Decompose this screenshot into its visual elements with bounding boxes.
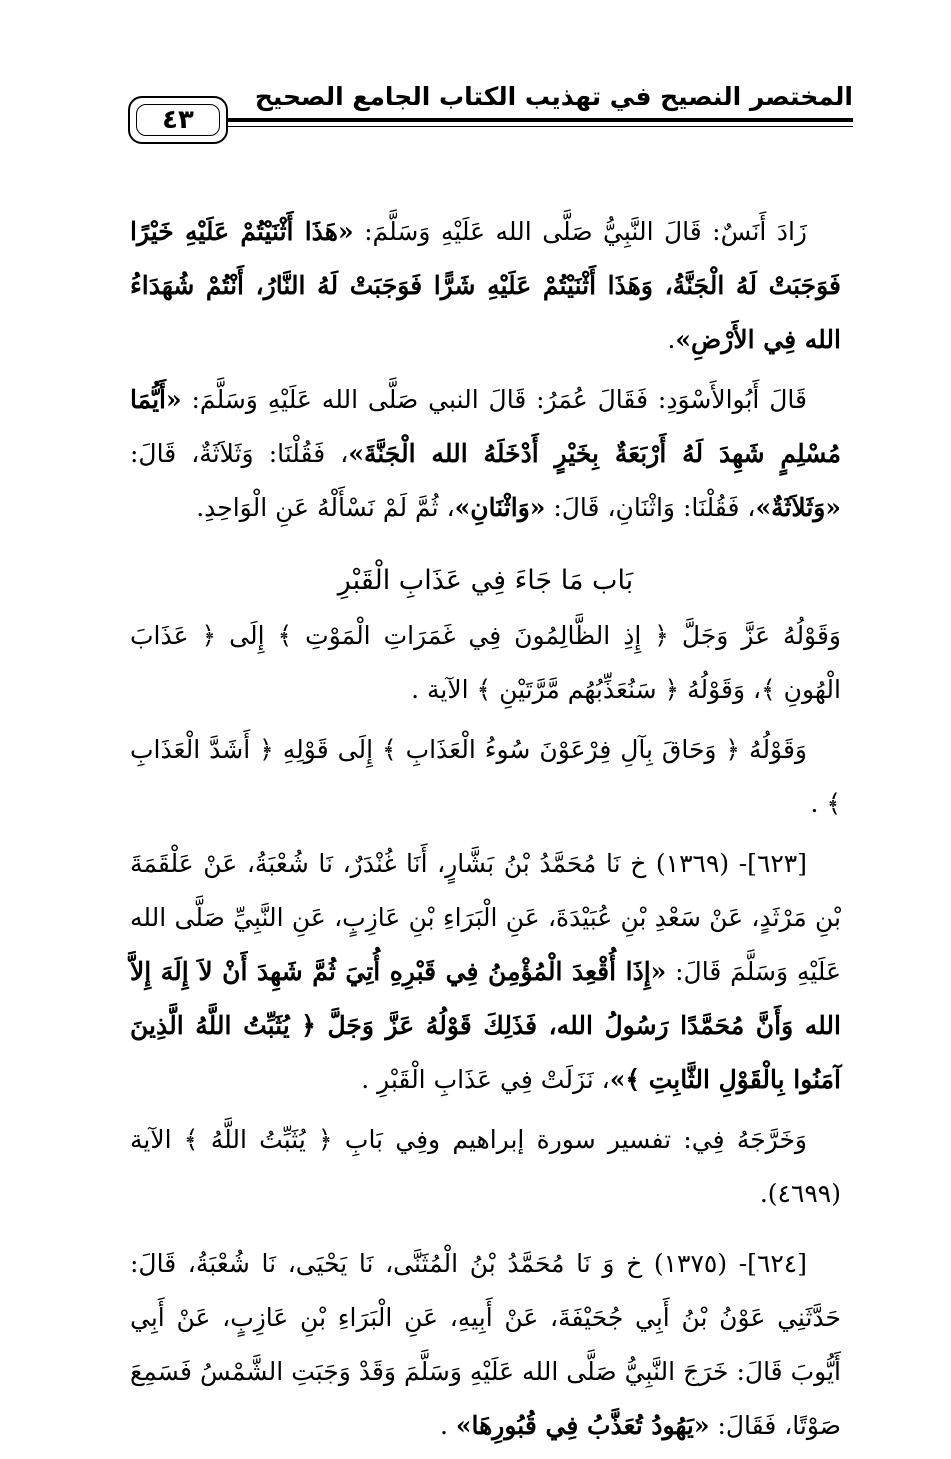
page-number: ٤٣ <box>128 96 228 144</box>
hadith-624: [٦٢٤]- (١٣٧٥) خ وَ نَا مُحَمَّدُ بْنُ الْمُثَنَّى، نَا يَحْيَى، نَا شُعْبَةُ، قَالَ: حَدَّثَنِي عَوْنُ بْنُ أَبِي جُحَيْفَةَ، عَنْ أَبِيهِ، عَنِ الْبَرَاءِ بْنِ عَازِبٍ، عَنْ أَبِي أَيُّوبَ قَالَ: خَرَجَ النَّبِيُّ صَلَّى الله عَلَيْهِ وَسَلَّمَ وَقَدْ وَجَبَتِ الشَّمْسُ فَسَمِعَ صَوْتًا، فَقَالَ: «يَهُودُ تُعَذَّبُ فِي قُبُورِهَا» . <box>130 1249 841 1440</box>
hadith-quote: «أَيُّمَا مُسْلِمٍ شَهِدَ لَهُ أَرْبَعَةٌ بِخَيْرٍ أَدْخَلَهُ الله الْجَنَّةَ» <box>130 385 842 468</box>
running-header-title: المختصر النصيح في تهذيب الكتاب الجامع الصحيح <box>254 82 853 111</box>
page-body <box>130 205 841 1459</box>
paragraph-quran-verses-2: وَقَوْلُهُ ﴿ وَحَاقَ بِآلِ فِرْعَوْنَ سُوءُ الْعَذَابِ ﴾ إِلَى قَوْلِهِ ﴿ أَشَدَّ الْعَذَابِ ﴾ . <box>130 735 841 818</box>
header-rule <box>228 118 853 122</box>
hadith-quote: «إِذَا أُقْعِدَ الْمُؤْمِنُ فِي قَبْرِهِ أُتِيَ ثُمَّ شَهِدَ أَنْ لاَ إِلَهَ إِلاَّ الله وَأَنَّ مُحَمَّدًا رَسُولُ الله، فَذَلِكَ قَوْلُهُ عَزَّ وَجَلَّ ﴿ يُثَبِّتُ اللَّهُ الَّذِينَ آمَنُوا بِالْقَوْلِ الثَّابِتِ ﴾» <box>130 957 841 1094</box>
hadith-623: [٦٢٣]- (١٣٦٩) خ نَا مُحَمَّدُ بْنُ بَشَّارٍ، أَنَا غُنْدَرٌ، نَا شُعْبَةُ، عَنْ عَلْقَمَةَ بْنِ مَرْثَدٍ، عَنْ سَعْدِ بْنِ عُبَيْدَةَ، عَنِ الْبَرَاءِ بْنِ عَازِبٍ، عَنِ النَّبِيِّ صَلَّى الله عَلَيْهِ وَسَلَّمَ قَالَ: «إِذَا أُقْعِدَ الْمُؤْمِنُ فِي قَبْرِهِ أُتِيَ ثُمَّ شَهِدَ أَنْ لاَ إِلَهَ إِلاَّ الله وَأَنَّ مُحَمَّدًا رَسُولُ الله، فَذَلِكَ قَوْلُهُ عَزَّ وَجَلَّ ﴿ يُثَبِّتُ اللَّهُ الَّذِينَ آمَنُوا بِالْقَوْلِ الثَّابِتِ ﴾»، نَزَلَتْ فِي عَذَابِ الْقَبْرِ . <box>130 849 841 1094</box>
paragraph-anas-addition: زَادَ أَنَسٌ: قَالَ النَّبِيُّ صَلَّى الله عَلَيْهِ وَسَلَّمَ: «هَذَا أَثْنَيْتُمْ عَلَيْهِ خَيْرًا فَوَجَبَتْ لَهُ الْجَنَّةُ، وَهَذَا أَثْنَيْتُمْ عَلَيْهِ شَرًّا فَوَجَبَتْ لَهُ النَّارُ، أَنْتُمْ شُهَدَاءُ الله فِي الأَرْضِ». <box>130 217 841 354</box>
hadith-quote: «وَثَلاَثَةٌ» <box>755 493 841 522</box>
header-rule-thin <box>228 126 853 127</box>
hadith-quote: «هَذَا أَثْنَيْتُمْ عَلَيْهِ خَيْرًا فَوَجَبَتْ لَهُ الْجَنَّةُ، وَهَذَا أَثْنَيْتُمْ عَلَيْهِ شَرًّا فَوَجَبَتْ لَهُ النَّارُ، أَنْتُمْ شُهَدَاءُ الله فِي الأَرْضِ» <box>130 217 841 354</box>
hadith-quote: «يَهُودُ تُعَذَّبُ فِي قُبُورِهَا» <box>455 1411 710 1440</box>
chapter-title: بَاب مَا جَاءَ فِي عَذَابِ الْقَبْرِ <box>337 565 634 596</box>
paragraph-quran-verses-1: وَقَوْلُهُ عَزَّ وَجَلَّ ﴿ إِذِ الظَّالِمُونَ فِي غَمَرَاتِ الْمَوْتِ ﴾ إِلَى ﴿ عَذَابَ الْهُونِ ﴾، وَقَوْلُهُ ﴿ سَنُعَذِّبُهُم مَّرَّتَيْنِ ﴾ الآية . <box>130 621 841 704</box>
paragraph-takhrij: وَخَرَّجَهُ فِي: تفسير سورة إبراهيم وفِي بَابِ ﴿ يُثَبِّتُ اللَّهُ ﴾ الآية (٤٦٩٩). <box>130 1125 841 1208</box>
hadith-quote: «وَاثْنَانِ» <box>454 493 546 522</box>
paragraph-abul-aswad: قَالَ أَبُوالأَسْوَدِ: فَقَالَ عُمَرُ: قَالَ النبي صَلَّى الله عَلَيْهِ وَسَلَّمَ: «أَيُّمَا مُسْلِمٍ شَهِدَ لَهُ أَرْبَعَةٌ بِخَيْرٍ أَدْخَلَهُ الله الْجَنَّةَ»، فَقُلْنَا: وَثَلاَثَةٌ، قَالَ: «وَثَلاَثَةٌ»، فَقُلْنَا: وَاثْنَانِ، قَالَ: «وَاثْنَانِ»، ثُمَّ لَمْ نَسْأَلْهُ عَنِ الْوَاحِدِ. <box>130 385 842 522</box>
